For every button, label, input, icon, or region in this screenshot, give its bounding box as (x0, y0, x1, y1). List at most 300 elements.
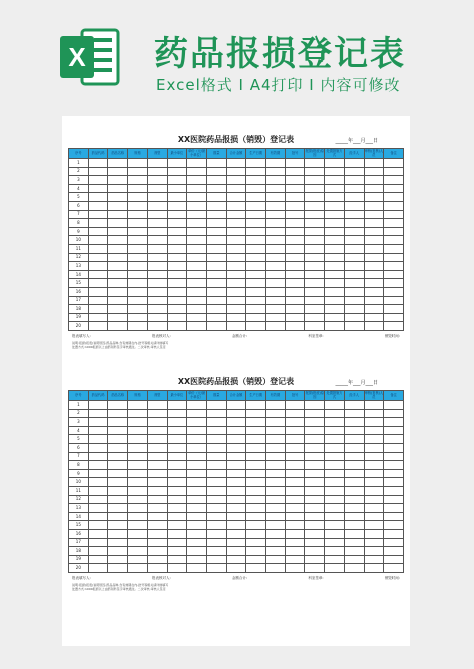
table-cell (305, 176, 325, 185)
table-cell (364, 443, 384, 452)
table-cell (305, 279, 325, 288)
table-cell (128, 409, 148, 418)
register-sheet-2 (68, 376, 404, 592)
table-row (69, 227, 404, 236)
table-cell (226, 210, 246, 219)
table-cell (147, 564, 167, 573)
table-cell (88, 426, 108, 435)
table-cell (246, 236, 266, 245)
table-cell (147, 262, 167, 271)
table-cell (206, 279, 226, 288)
column-header: 规格 (128, 149, 148, 159)
row-number: 11 (69, 244, 89, 253)
table-cell (384, 521, 404, 530)
table-cell (325, 443, 345, 452)
table-cell (246, 270, 266, 279)
table-cell (226, 401, 246, 410)
table-cell (167, 184, 187, 193)
table-cell (226, 555, 246, 564)
table-cell (226, 227, 246, 236)
table-cell (246, 478, 266, 487)
table-cell (88, 486, 108, 495)
table-cell (226, 461, 246, 470)
table-cell (108, 495, 128, 504)
table-cell (206, 478, 226, 487)
table-cell (187, 244, 207, 253)
table-cell (285, 236, 305, 245)
table-row (69, 210, 404, 219)
table-cell (344, 547, 364, 556)
table-cell (108, 184, 128, 193)
table-cell (88, 538, 108, 547)
table-cell (108, 401, 128, 410)
table-cell (167, 253, 187, 262)
table-cell (128, 529, 148, 538)
table-cell (226, 219, 246, 228)
table-cell (305, 210, 325, 219)
table-cell (325, 279, 345, 288)
table-cell (285, 305, 305, 314)
table-cell (187, 443, 207, 452)
table-cell (108, 564, 128, 573)
table-cell (128, 322, 148, 331)
table-cell (246, 426, 266, 435)
table-cell (206, 486, 226, 495)
row-number: 20 (69, 564, 89, 573)
table-cell (325, 253, 345, 262)
table-cell (206, 244, 226, 253)
table-cell (325, 167, 345, 176)
table-cell (285, 469, 305, 478)
table-cell (88, 495, 108, 504)
table-cell (384, 176, 404, 185)
table-cell (187, 547, 207, 556)
table-cell (128, 504, 148, 513)
table-cell (344, 529, 364, 538)
table-cell (325, 461, 345, 470)
table-cell (285, 270, 305, 279)
table-cell (246, 227, 266, 236)
table-row (69, 529, 404, 538)
table-cell (88, 201, 108, 210)
table-cell (108, 201, 128, 210)
table-cell (206, 426, 226, 435)
table-cell (206, 521, 226, 530)
table-cell (325, 227, 345, 236)
table-cell (266, 270, 286, 279)
table-cell (384, 529, 404, 538)
table-cell (246, 159, 266, 168)
table-cell (128, 184, 148, 193)
table-cell (266, 262, 286, 271)
column-header: 有效期 (266, 149, 286, 159)
table-cell (226, 452, 246, 461)
table-cell (344, 564, 364, 573)
table-cell (266, 159, 286, 168)
table-row (69, 262, 404, 271)
table-cell (206, 313, 226, 322)
table-cell (266, 210, 286, 219)
table-cell (167, 270, 187, 279)
table-cell (206, 159, 226, 168)
table-cell (325, 504, 345, 513)
table-cell (167, 529, 187, 538)
sheet-notes (68, 581, 404, 592)
row-number: 14 (69, 270, 89, 279)
table-cell (88, 279, 108, 288)
table-cell (226, 547, 246, 556)
table-cell (325, 201, 345, 210)
table-cell (344, 219, 364, 228)
table-cell (206, 435, 226, 444)
table-cell (88, 305, 108, 314)
table-cell (167, 409, 187, 418)
sheet-notes (68, 339, 404, 350)
table-cell (108, 219, 128, 228)
column-header: 最小单位 (167, 149, 187, 159)
table-cell (108, 279, 128, 288)
table-cell (226, 270, 246, 279)
table-cell (128, 418, 148, 427)
table-cell (226, 443, 246, 452)
table-cell (364, 478, 384, 487)
row-number: 11 (69, 486, 89, 495)
table-cell (88, 193, 108, 202)
table-cell (305, 322, 325, 331)
table-cell (147, 555, 167, 564)
table-cell (364, 495, 384, 504)
table-cell (167, 486, 187, 495)
page-title: 药品报损登记表 (154, 34, 406, 74)
table-cell (226, 201, 246, 210)
table-cell (246, 184, 266, 193)
table-cell (285, 478, 305, 487)
footer-total: 金额合计: (231, 575, 248, 580)
column-header: 剂型 (147, 391, 167, 401)
table-cell (147, 443, 167, 452)
table-cell (206, 253, 226, 262)
date-label: _____年___月___日 (335, 138, 378, 144)
table-cell (187, 287, 207, 296)
table-cell (206, 409, 226, 418)
table-cell (226, 478, 246, 487)
table-cell (88, 555, 108, 564)
table-row (69, 478, 404, 487)
table-cell (246, 486, 266, 495)
table-cell (246, 495, 266, 504)
table-cell (128, 287, 148, 296)
table-cell (226, 564, 246, 573)
table-row (69, 176, 404, 185)
table-cell (108, 159, 128, 168)
table-cell (167, 227, 187, 236)
table-cell (128, 210, 148, 219)
column-header: 备注 (384, 391, 404, 401)
table-cell (147, 305, 167, 314)
table-cell (187, 193, 207, 202)
table-cell (226, 184, 246, 193)
table-cell (305, 547, 325, 556)
table-cell (128, 253, 148, 262)
table-cell (266, 512, 286, 521)
table-cell (344, 167, 364, 176)
row-number: 20 (69, 322, 89, 331)
table-cell (285, 322, 305, 331)
table-cell (147, 244, 167, 253)
table-cell (128, 555, 148, 564)
table-cell (226, 262, 246, 271)
column-header: 合计金额 (226, 149, 246, 159)
column-header: 有效期 (266, 391, 286, 401)
table-cell (88, 270, 108, 279)
table-cell (325, 469, 345, 478)
table-cell (364, 167, 384, 176)
table-cell (167, 495, 187, 504)
table-cell (325, 418, 345, 427)
table-cell (266, 469, 286, 478)
table-cell (167, 521, 187, 530)
table-cell (108, 469, 128, 478)
table-row (69, 159, 404, 168)
table-cell (384, 287, 404, 296)
table-cell (266, 452, 286, 461)
table-cell (266, 538, 286, 547)
table-cell (246, 401, 266, 410)
table-cell (384, 495, 404, 504)
table-cell (167, 401, 187, 410)
table-cell (384, 210, 404, 219)
table-cell (364, 184, 384, 193)
table-cell (266, 219, 286, 228)
table-cell (325, 564, 345, 573)
table-cell (344, 176, 364, 185)
table-cell (108, 287, 128, 296)
table-cell (167, 512, 187, 521)
table-cell (305, 418, 325, 427)
table-cell (266, 176, 286, 185)
table-cell (246, 193, 266, 202)
table-cell (364, 564, 384, 573)
logo-letter: X (68, 42, 86, 72)
table-cell (108, 443, 128, 452)
table-row (69, 564, 404, 573)
table-row (69, 287, 404, 296)
table-cell (266, 236, 286, 245)
table-cell (364, 426, 384, 435)
table-cell (344, 201, 364, 210)
table-cell (108, 296, 128, 305)
table-cell (108, 452, 128, 461)
table-cell (344, 296, 364, 305)
table-cell (305, 201, 325, 210)
table-cell (167, 478, 187, 487)
table-cell (364, 486, 384, 495)
sheet-title-text: XX医院药品报损（销毁）登记表 (177, 135, 295, 144)
table-cell (226, 409, 246, 418)
table-cell (167, 193, 187, 202)
table-cell (246, 461, 266, 470)
table-cell (88, 244, 108, 253)
table-cell (384, 219, 404, 228)
row-number: 19 (69, 555, 89, 564)
table-cell (246, 167, 266, 176)
table-cell (266, 486, 286, 495)
table-cell (325, 401, 345, 410)
table-cell (384, 296, 404, 305)
table-cell (88, 564, 108, 573)
table-row (69, 279, 404, 288)
table-row (69, 469, 404, 478)
table-cell (206, 236, 226, 245)
table-cell (305, 236, 325, 245)
table-cell (384, 555, 404, 564)
table-cell (246, 219, 266, 228)
table-row (69, 401, 404, 410)
table-cell (167, 244, 187, 253)
table-cell (108, 227, 128, 236)
table-cell (108, 253, 128, 262)
table-cell (206, 401, 226, 410)
column-header: 合计金额 (226, 391, 246, 401)
sheet-title (68, 376, 404, 390)
table-cell (384, 201, 404, 210)
table-cell (325, 184, 345, 193)
table-cell (226, 167, 246, 176)
table-cell (128, 227, 148, 236)
table-cell (344, 435, 364, 444)
table-cell (246, 210, 266, 219)
table-cell (187, 219, 207, 228)
table-cell (285, 167, 305, 176)
table-cell (325, 193, 345, 202)
table-cell (187, 236, 207, 245)
table-cell (128, 279, 148, 288)
table-cell (285, 564, 305, 573)
table-cell (305, 486, 325, 495)
table-cell (187, 538, 207, 547)
table-cell (167, 159, 187, 168)
table-cell (88, 184, 108, 193)
table-cell (305, 167, 325, 176)
column-header: 生产日期 (246, 149, 266, 159)
table-cell (364, 313, 384, 322)
column-header: 序号 (69, 149, 89, 159)
table-cell (344, 184, 364, 193)
row-number: 10 (69, 478, 89, 487)
footer-reviewer: 报表核对人: (151, 333, 171, 338)
table-cell (325, 478, 345, 487)
table-cell (246, 244, 266, 253)
table-cell (344, 555, 364, 564)
table-cell (266, 461, 286, 470)
table-row (69, 418, 404, 427)
table-cell (108, 521, 128, 530)
table-cell (285, 201, 305, 210)
row-number: 10 (69, 236, 89, 245)
table-row (69, 244, 404, 253)
table-cell (266, 564, 286, 573)
table-cell (325, 555, 345, 564)
table-cell (226, 418, 246, 427)
table-cell (344, 443, 364, 452)
row-number: 8 (69, 219, 89, 228)
footer-destroy: 销毁时间: (384, 575, 400, 580)
table-cell (108, 322, 128, 331)
row-number: 3 (69, 418, 89, 427)
table-cell (325, 210, 345, 219)
column-header: 单价（元/最小单位） (188, 390, 206, 399)
row-number: 6 (69, 201, 89, 210)
table-cell (206, 227, 226, 236)
table-cell (266, 555, 286, 564)
table-cell (344, 253, 364, 262)
table-cell (108, 176, 128, 185)
table-cell (285, 296, 305, 305)
table-cell (88, 452, 108, 461)
table-cell (187, 159, 207, 168)
table-cell (167, 210, 187, 219)
table-cell (266, 409, 286, 418)
table-cell (364, 322, 384, 331)
table-cell (167, 538, 187, 547)
table-cell (246, 313, 266, 322)
table-cell (384, 452, 404, 461)
table-cell (167, 469, 187, 478)
page-subtitle: Excel格式 I A4打印 I 内容可修改 (156, 76, 401, 94)
footer-reviewer: 报表核对人: (151, 575, 171, 580)
column-header: 生产日期 (246, 391, 266, 401)
table-cell (344, 279, 364, 288)
table-cell (147, 461, 167, 470)
table-cell (384, 227, 404, 236)
table-cell (108, 236, 128, 245)
table-cell (285, 409, 305, 418)
table-cell (344, 495, 364, 504)
column-header: 药品代码 (88, 149, 108, 159)
table-cell (226, 253, 246, 262)
note-line: 说明:报损(报废)说明原因,药品品种,含有效期在内,批号等相关请详细填写 (72, 582, 169, 587)
table-cell (147, 184, 167, 193)
table-cell (147, 426, 167, 435)
table-cell (147, 313, 167, 322)
table-cell (88, 478, 108, 487)
row-number: 3 (69, 176, 89, 185)
footer-filler: 报表填写人: (72, 333, 91, 338)
table-cell (344, 409, 364, 418)
table-cell (187, 495, 207, 504)
table-row (69, 167, 404, 176)
table-cell (88, 409, 108, 418)
row-number: 17 (69, 538, 89, 547)
table-cell (226, 435, 246, 444)
table-cell (384, 313, 404, 322)
table-cell (364, 236, 384, 245)
table-cell (344, 262, 364, 271)
table-cell (128, 219, 148, 228)
table-cell (128, 176, 148, 185)
column-header: 处置措施方式 (326, 148, 343, 157)
document-preview (62, 116, 410, 646)
table-cell (187, 210, 207, 219)
table-cell (325, 426, 345, 435)
table-cell (285, 512, 305, 521)
table-cell (187, 227, 207, 236)
row-number: 19 (69, 313, 89, 322)
table-cell (305, 521, 325, 530)
table-cell (128, 486, 148, 495)
table-cell (285, 426, 305, 435)
table-cell (285, 555, 305, 564)
